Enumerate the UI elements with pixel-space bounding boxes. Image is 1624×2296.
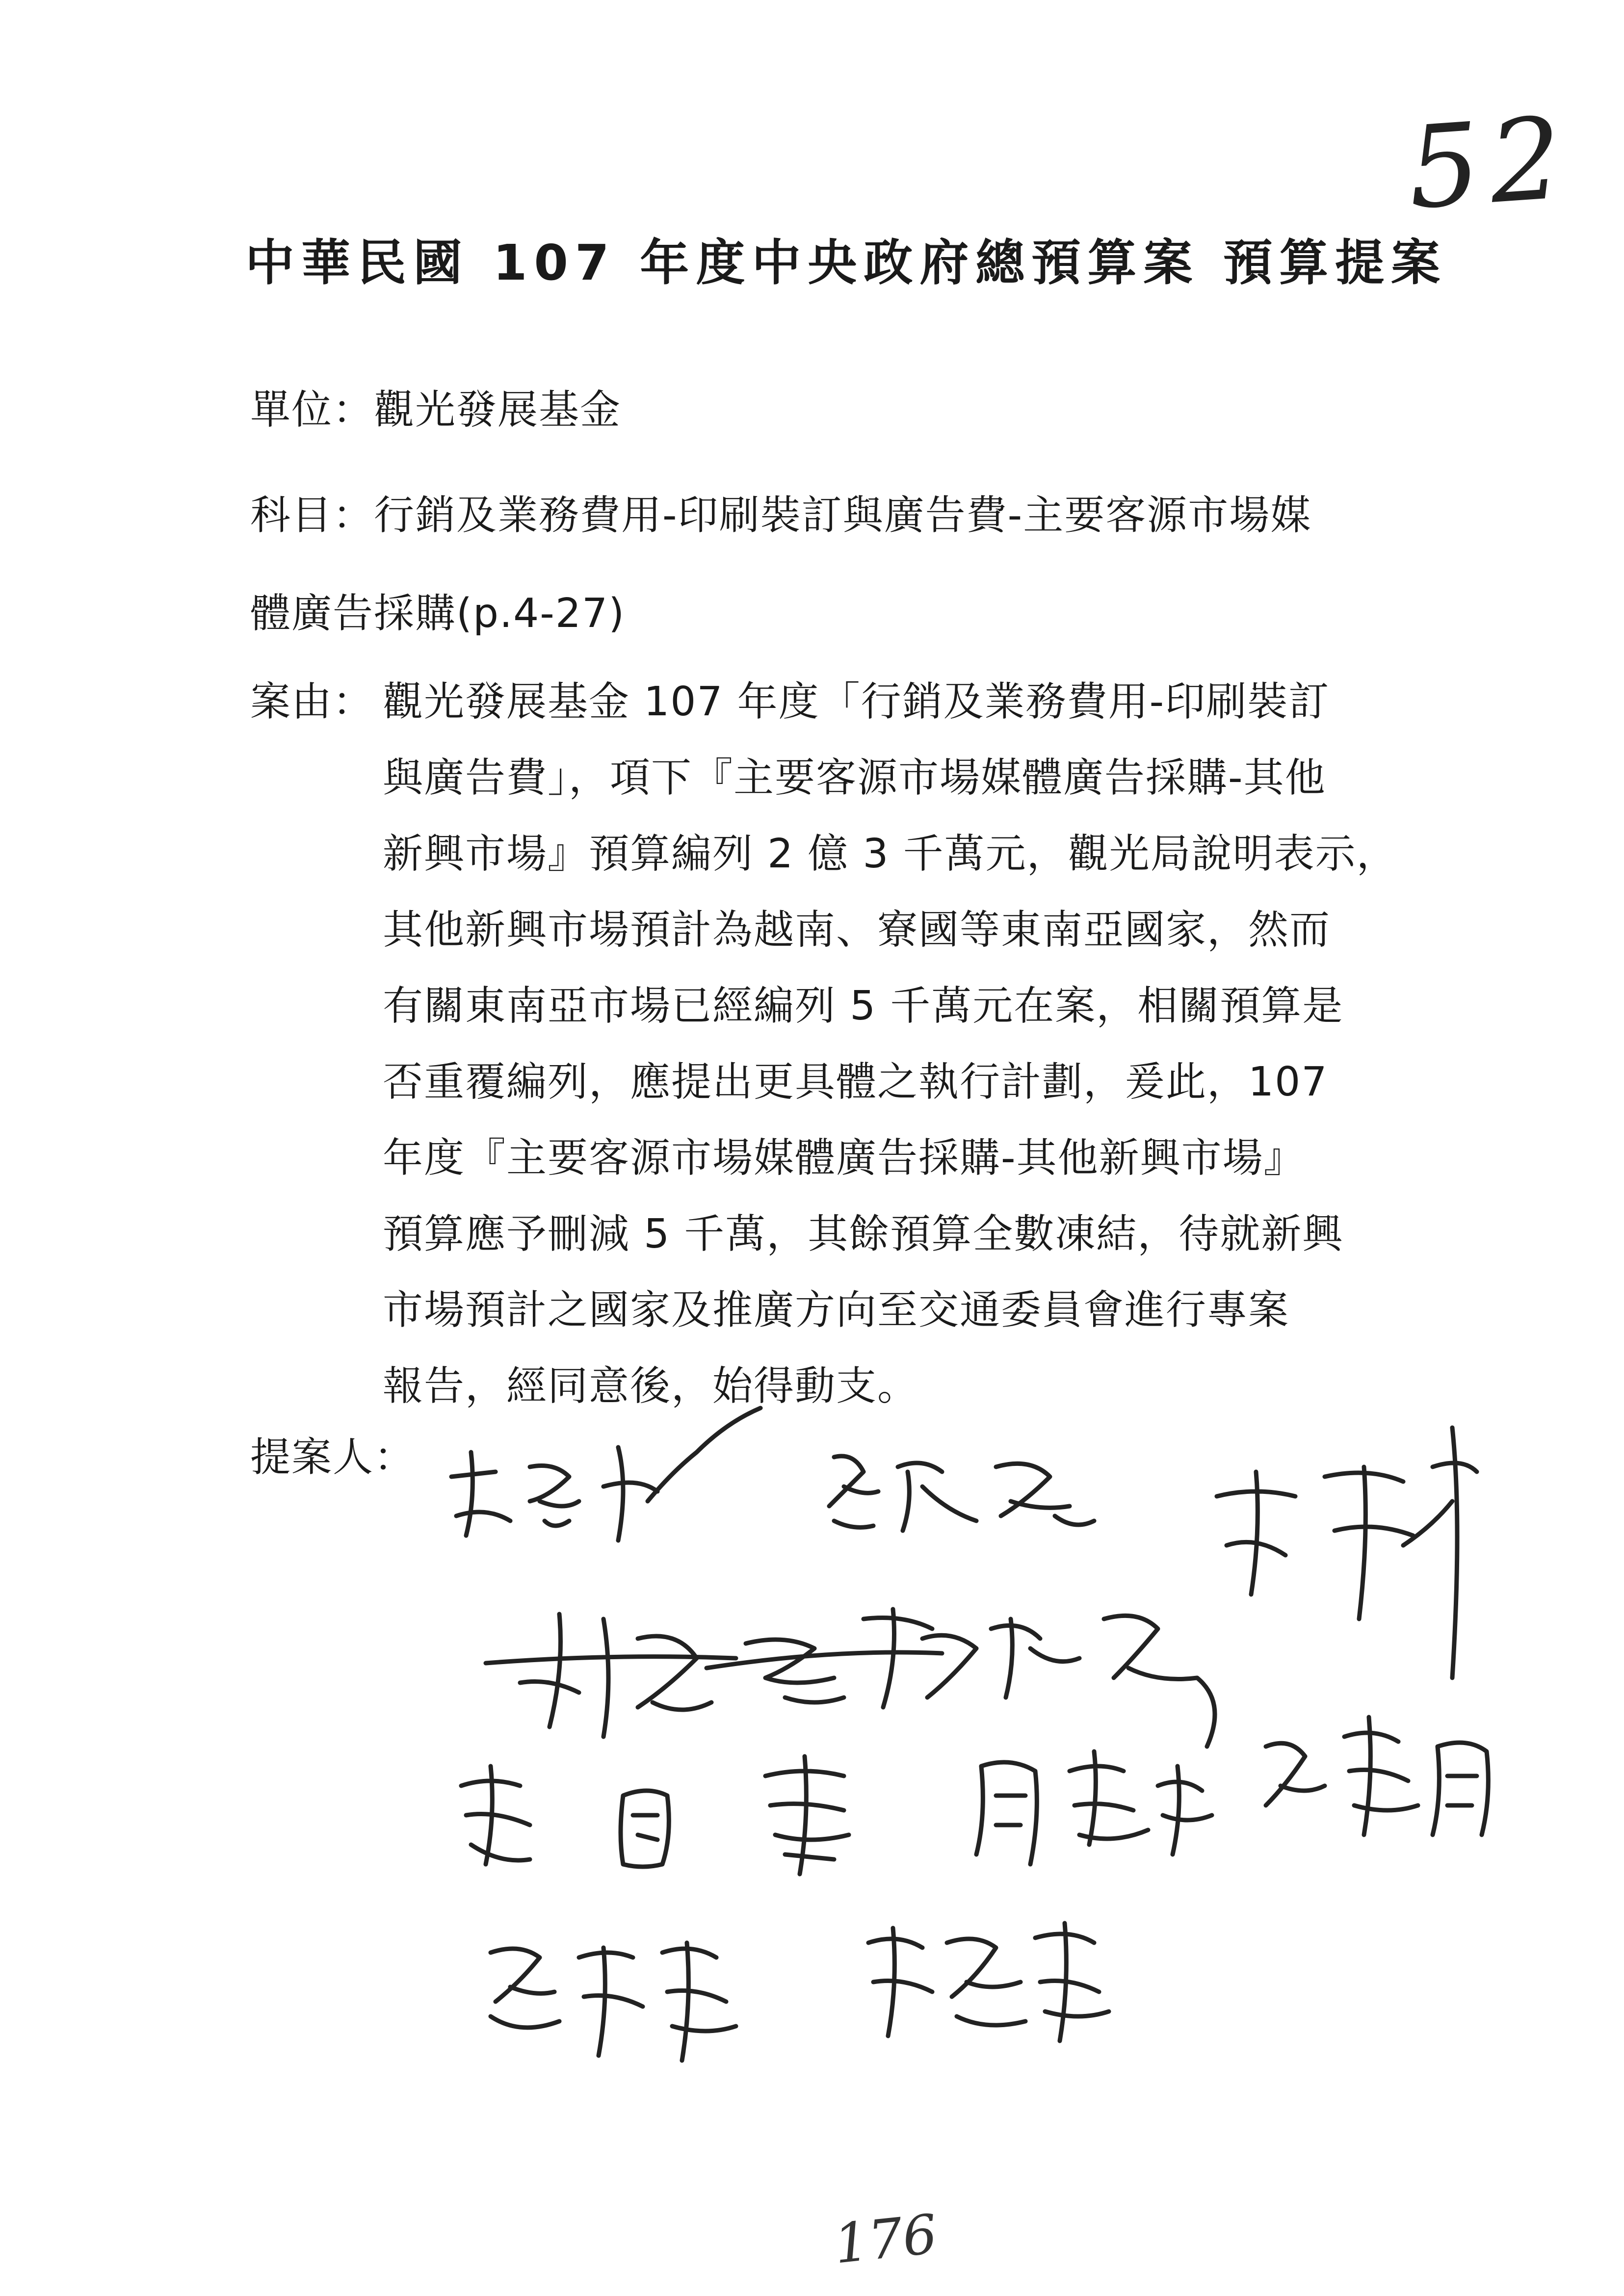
unit-label: 單位： [250, 387, 374, 433]
signature [868, 1923, 1109, 2041]
document-title: 中華民國 107 年度中央政府總預算案 預算提案 [245, 234, 1447, 291]
subject-label: 科目： [250, 492, 374, 539]
reason-line: 預算應予刪減 5 千萬，其餘預算全數凍結，待就新興 [383, 1211, 1344, 1257]
reason-line: 否重覆編列，應提出更具體之執行計劃，爰此，107 [383, 1059, 1328, 1105]
subject-value-line-2: 體廣告採購(p.4-27) [250, 590, 626, 637]
subject-value-line-1: 行銷及業務費用-印刷裝訂與廣告費-主要客源市場媒 [374, 492, 1312, 539]
reason-line: 有關東南亞市場已經編列 5 千萬元在案，相關預算是 [383, 983, 1344, 1029]
proposer-label: 提案人： [250, 1434, 416, 1481]
signature [451, 1408, 760, 1540]
subject-row [250, 483, 1311, 541]
reason-label: 案由： [250, 678, 374, 725]
signature [829, 1456, 1094, 1531]
reason-line: 與廣告費」，項下『主要客源市場媒體廣告採購-其他 [383, 755, 1326, 801]
signature [1217, 1428, 1477, 1678]
reason-line: 新興市場』預算編列 2 億 3 千萬元，觀光局說明表示， [383, 831, 1398, 877]
signature [1266, 1717, 1488, 1835]
reason-line: 觀光發展基金 107 年度「行銷及業務費用-印刷裝訂 [383, 678, 1330, 725]
handwritten-page-number: 176 [831, 2202, 941, 2276]
unit-value: 觀光發展基金 [374, 387, 622, 433]
signature [491, 1943, 736, 2061]
reason-line: 年度『主要客源市場媒體廣告採購-其他新興市場』 [383, 1135, 1305, 1181]
reason-line: 市場預計之國家及推廣方向至交通委員會進行專案 [383, 1287, 1290, 1333]
signature [461, 1756, 849, 1874]
reason-line: 其他新興市場預計為越南、寮國等東南亞國家，然而 [383, 907, 1331, 953]
signature [976, 1751, 1212, 1864]
signature [864, 1609, 1215, 1747]
handwritten-document-number: 52 [1404, 92, 1576, 235]
reason-line: 報告，經同意後，始得動支。 [383, 1363, 919, 1409]
signature [486, 1614, 942, 1737]
unit-row [250, 378, 621, 435]
